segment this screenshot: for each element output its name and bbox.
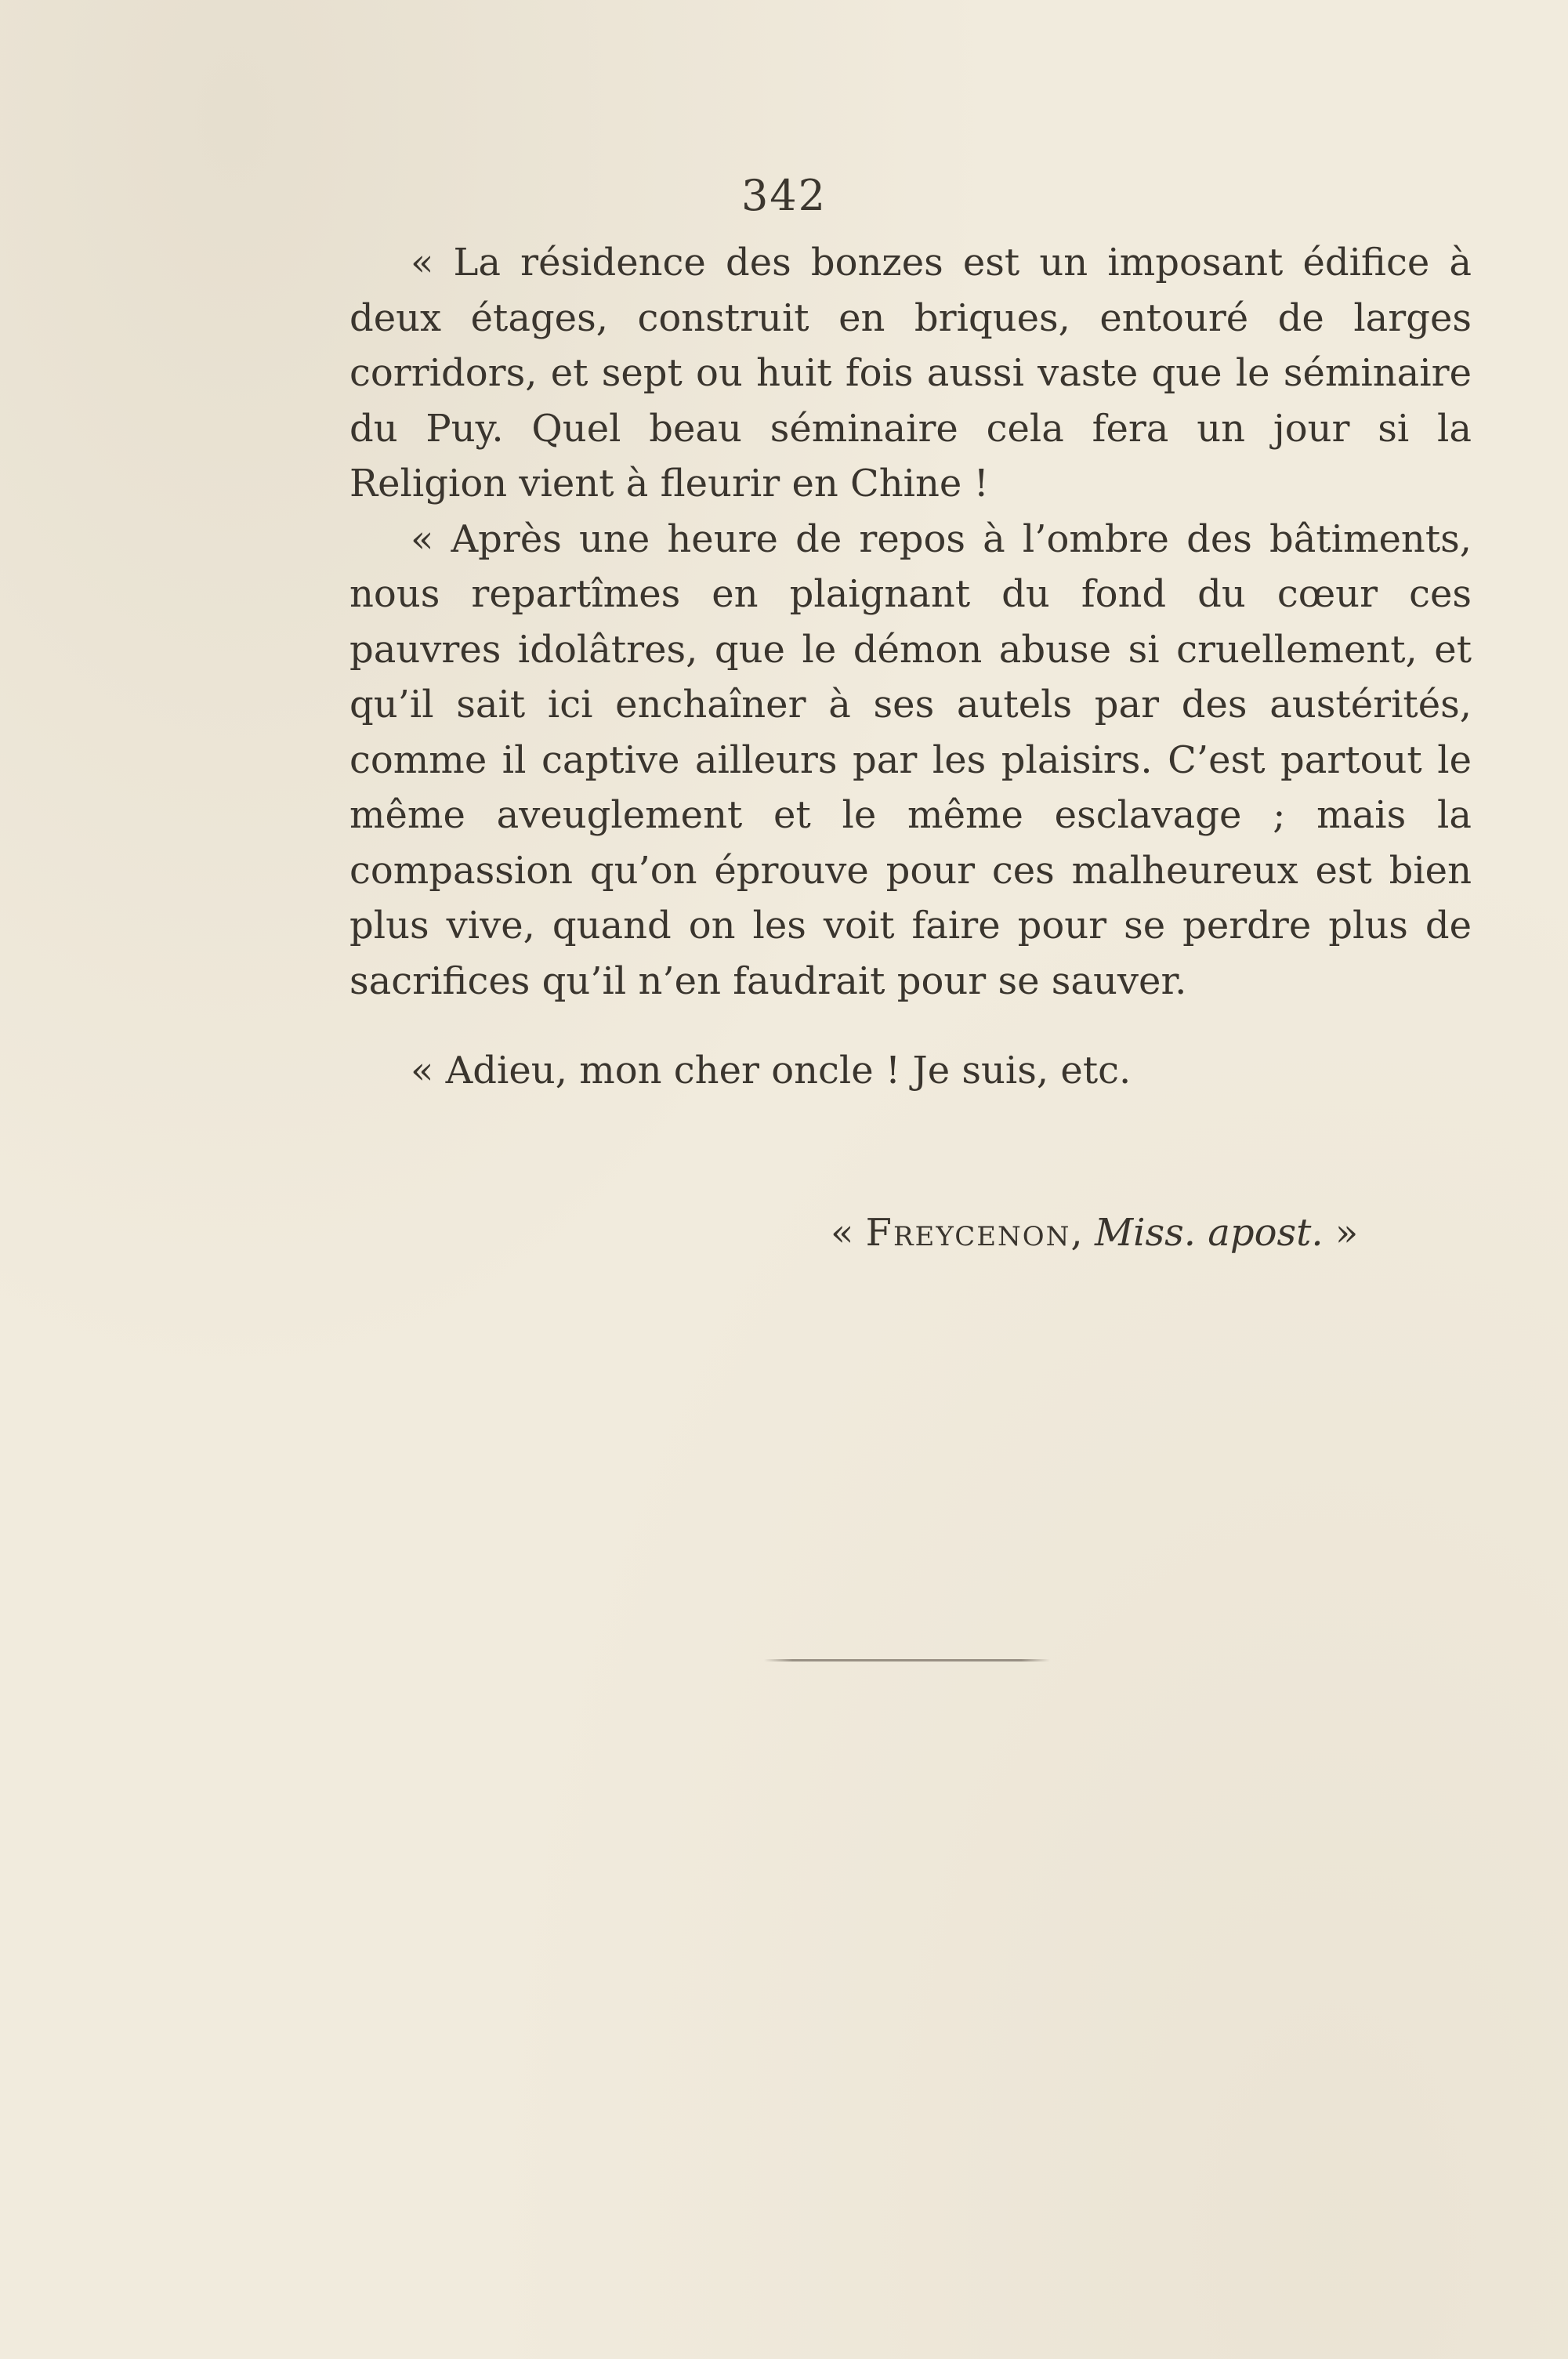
page-number: 342 — [741, 171, 827, 220]
paragraph-gap — [349, 1009, 1472, 1043]
signature-name: Freycenon — [865, 1211, 1071, 1255]
signature-title: Miss. apost. — [1094, 1211, 1324, 1255]
main-text — [349, 235, 1472, 1099]
signature-close-quote: » — [1334, 1211, 1359, 1255]
end-rule — [764, 1659, 1050, 1661]
paragraph-2: « Après une heure de repos à l’ombre des bâtiments, nous repartîmes en plaignant du fond du cœur ces pauvres idolâtres, que le démon abuse si cruellement, et qu’il sait ici enchaîner à ses autels par des austérités, comme il captive ailleurs par les plaisirs. C’est partout le même aveuglement et le même esclavage ; mais la compassion qu’on éprouve pour ces malheureux est bien plus vive, quand on les voit faire pour se perdre plus de sacrifices qu’il n’en faudrait pour se sauver. — [349, 516, 1472, 1003]
signature-open-quote: « — [831, 1211, 854, 1255]
paragraph-1: « La résidence des bonzes est un imposant édifice à deux étages, construit en briques, entouré de larges corridors, et sept ou huit fois aussi vaste que le séminaire du Puy. Quel beau séminaire cela fera un jour si la Religion vient à fleurir en Chine ! — [349, 241, 1472, 506]
closing-line: « Adieu, mon cher oncle ! Je suis, etc. — [411, 1049, 1132, 1093]
signature — [831, 1211, 1358, 1255]
signature-separator: , — [1070, 1211, 1083, 1255]
